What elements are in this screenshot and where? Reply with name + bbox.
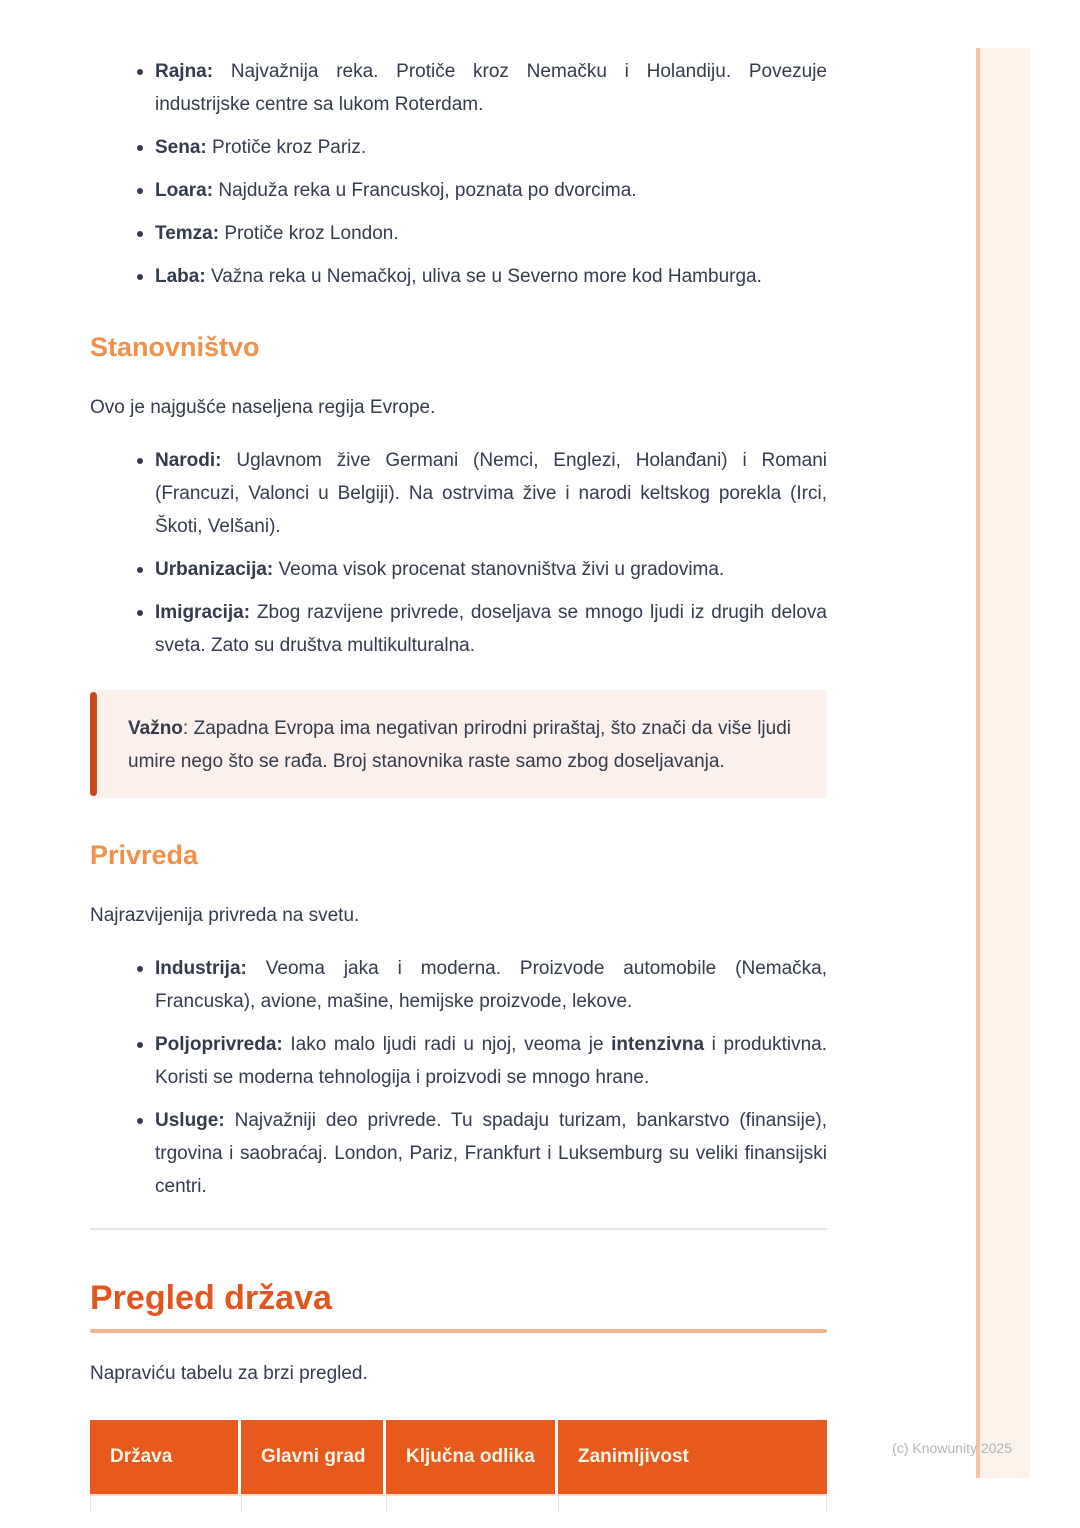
copyright-watermark: (c) Knowunity 2025 [892, 1440, 1012, 1456]
section-divider [90, 1228, 827, 1230]
list-item-urbanizacija [90, 553, 827, 586]
list-item-laba [90, 260, 827, 293]
item-term: Poljoprivreda: [155, 1034, 283, 1055]
river-term: Laba: [155, 266, 206, 287]
table-header-zanimljivost: Zanimljivost [558, 1420, 827, 1494]
item-desc: Veoma visok procenat stanovništva živi u gradovima. [278, 559, 725, 580]
river-term: Sena: [155, 137, 207, 158]
item-desc: Zbog razvijene privrede, doseljava se mnogo ljudi iz drugih delova sveta. Zato su društva multikulturalna. [155, 602, 828, 656]
list-item-narodi [90, 444, 827, 543]
list-item-sena [90, 131, 827, 164]
pregled-intro: Napraviću tabelu za brzi pregled. [90, 1363, 368, 1384]
list-item-temza [90, 217, 827, 250]
table-header-drzava: Država [90, 1420, 238, 1494]
item-desc-before: Iako malo ljudi radi u njoj, veoma je [290, 1034, 604, 1055]
table-header-kljucna-odlika: Ključna odlika [386, 1420, 555, 1494]
list-item-imigracija [90, 596, 827, 662]
item-desc-after: i produktivna. Koristi se moderna tehnologija i proizvodi se mnogo hrane. [155, 1034, 828, 1088]
page-title-pregled-drzava: Pregled država [90, 1279, 332, 1317]
stanovnistvo-list [90, 444, 827, 662]
river-desc: Najvažnija reka. Protiče kroz Nemačku i Holandiju. Povezuje industrijske centre sa lukom Roterdam. [155, 61, 827, 115]
item-desc: Veoma jaka i moderna. Proizvode automobile (Nemačka, Francuska), avione, mašine, hemijske proizvode, lekove. [155, 958, 828, 1012]
callout-vazno [90, 690, 827, 798]
page-edge-stripe [976, 48, 1030, 1478]
callout-body: : Zapadna Evropa ima negativan prirodni priraštaj, što znači da više ljudi umire nego što se rađa. Broj stanovnika raste samo zbog doseljavanja. [128, 718, 791, 772]
countries-table [90, 1420, 827, 1512]
river-term: Loara: [155, 180, 214, 201]
table-cell [558, 1496, 827, 1512]
item-term: Usluge: [155, 1110, 225, 1131]
list-item-industrija [90, 952, 827, 1018]
table-cell [241, 1496, 383, 1512]
list-item-usluge [90, 1104, 827, 1203]
document-content [90, 0, 827, 1512]
section-heading-privreda: Privreda [90, 840, 199, 870]
item-term: Narodi: [155, 450, 222, 471]
rivers-list [90, 55, 827, 293]
river-desc: Protiče kroz Pariz. [212, 137, 367, 158]
privreda-intro: Najrazvijenija privreda na svetu. [90, 905, 360, 926]
river-desc: Važna reka u Nemačkoj, uliva se u Severno more kod Hamburga. [210, 266, 762, 287]
callout-text [128, 712, 791, 778]
item-term: Urbanizacija: [155, 559, 274, 580]
river-term: Rajna: [155, 61, 214, 82]
table-cell [386, 1496, 555, 1512]
privreda-list [90, 952, 827, 1203]
item-desc: Najvažniji deo privrede. Tu spadaju turizam, bankarstvo (finansije), trgovina i saobraćaj. London, Pariz, Frankfurt i Luksemburg su veliki finansijski centri. [155, 1110, 828, 1197]
table-header-glavni-grad: Glavni grad [241, 1420, 383, 1494]
item-desc: Uglavnom žive Germani (Nemci, Englezi, Holanđani) i Romani (Francuzi, Valonci u Belgiji). Na ostrvima žive i narodi keltskog porekla (Irci, Škoti, Velšani). [155, 450, 827, 537]
list-item-poljoprivreda [90, 1028, 827, 1094]
section-heading-stanovnistvo: Stanovništvo [90, 332, 260, 362]
callout-label: Važno [128, 718, 183, 739]
river-term: Temza: [155, 223, 220, 244]
item-term: Industrija: [155, 958, 247, 979]
heading-underline [90, 1329, 827, 1333]
list-item-rajna [90, 55, 827, 121]
item-term: Imigracija: [155, 602, 251, 623]
stanovnistvo-intro: Ovo je najgušće naseljena regija Evrope. [90, 397, 436, 418]
river-desc: Protiče kroz London. [224, 223, 399, 244]
table-row-partial [90, 1496, 827, 1512]
table-header-row [90, 1420, 827, 1496]
table-cell [90, 1496, 238, 1512]
river-desc: Najduža reka u Francuskoj, poznata po dvorcima. [218, 180, 637, 201]
list-item-loara [90, 174, 827, 207]
item-desc-bold: intenzivna [611, 1034, 705, 1055]
